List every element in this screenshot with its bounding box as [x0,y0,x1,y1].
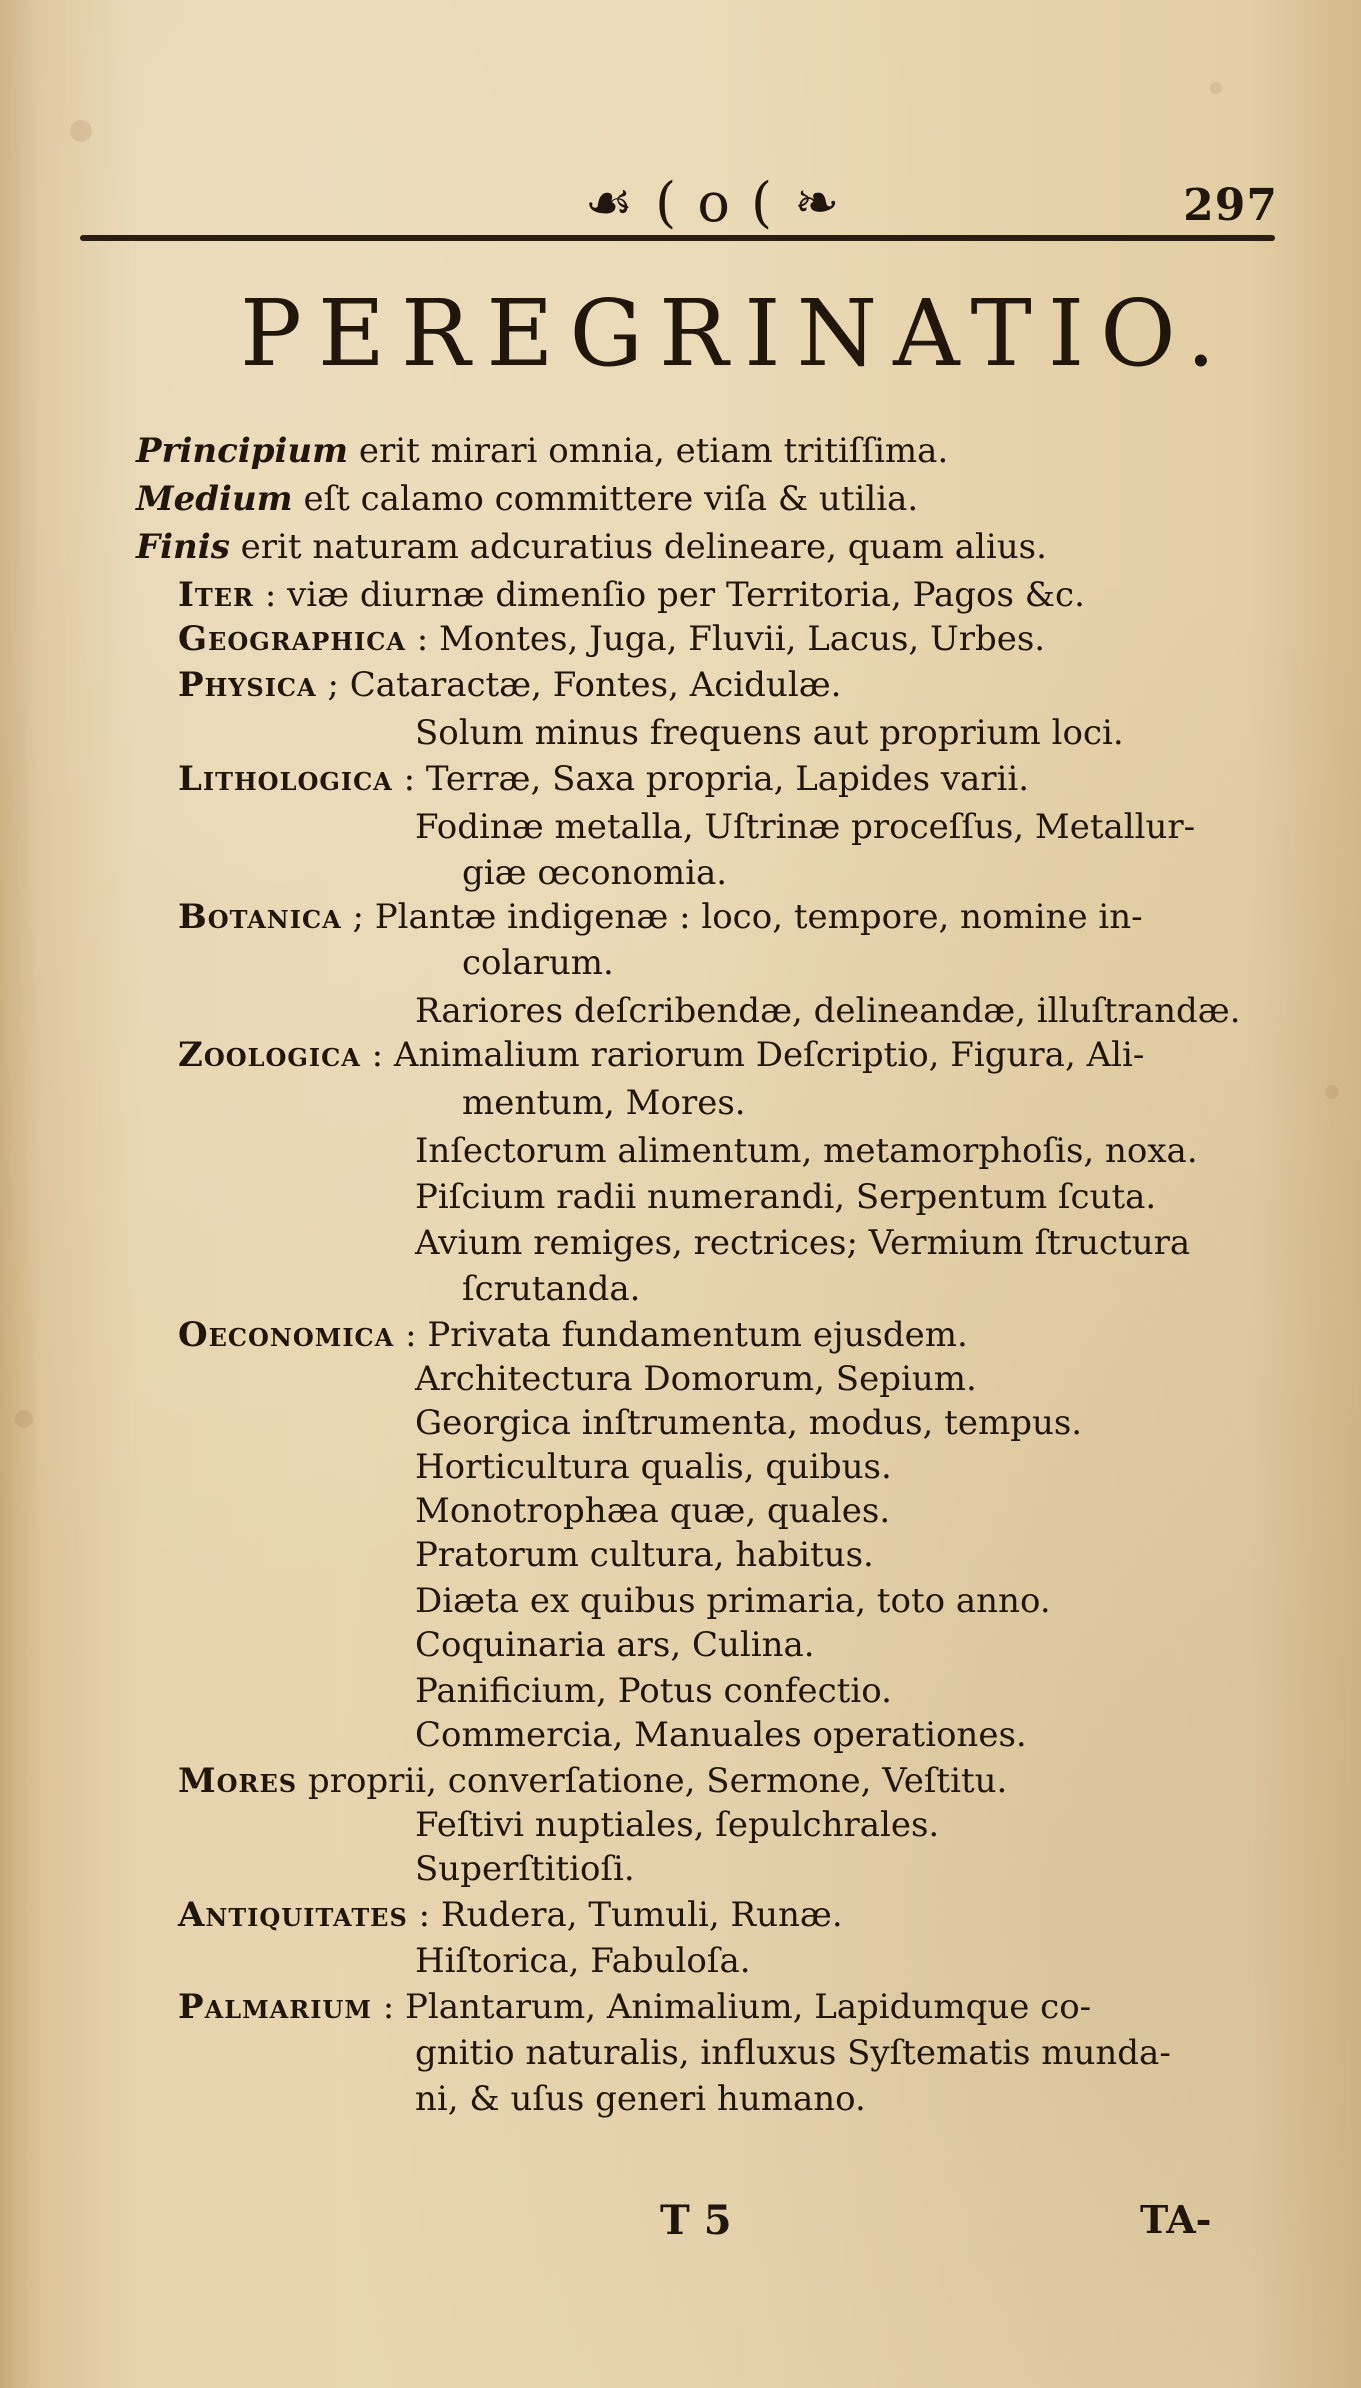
line-text: proprii, converſatione, Sermone, Veſtitu. [297,1761,1008,1801]
text-line [178,1315,968,1355]
line-text: eſt calamo committere viſa & utilia. [292,479,919,519]
line-text: erit naturam adcuratius delineare, quam alius. [229,527,1047,567]
line-head: Principium [136,431,349,471]
signature-mark: T 5 [660,2197,732,2244]
text-line: Hiſtorica, Fabuloſa. [415,1941,751,1981]
running-head [78,168,1278,238]
text-line [178,897,1143,937]
header-ornament [498,168,928,238]
paper-stain [1210,82,1222,94]
paper-stain [1325,1085,1339,1099]
text-line: Commercia, Manuales operationes. [415,1715,1027,1755]
text-line: colarum. [462,943,614,983]
text-line: Feſtivi nuptiales, ſepulchrales. [415,1805,940,1845]
text-line: Coquinaria ars, Culina. [415,1625,815,1665]
text-line [178,575,1085,615]
text-line: mentum, Mores. [462,1083,746,1123]
line-label: Mores [178,1761,298,1801]
text-line [178,759,1030,799]
line-label: Geographica [178,619,406,659]
text-line: Solum minus frequens aut proprium loci. [415,713,1124,753]
page-title: PEREGRINATIO. [240,280,1232,387]
line-label: Lithologica [178,759,393,799]
line-head: Finis [136,527,230,567]
text-line [136,431,949,471]
page-number: 297 [1183,180,1278,231]
text-line [178,1895,843,1935]
line-head: Medium [136,479,293,519]
text-line: Avium remiges, rectrices; Vermium ſtructura [415,1223,1191,1263]
text-line: Horticultura qualis, quibus. [415,1447,892,1487]
header-rule [80,235,1275,241]
text-line: ſcrutanda. [462,1269,641,1309]
line-label: Zoologica [178,1035,361,1075]
paper-stain [70,120,92,142]
text-line: Rariores deſcribendæ, delineandæ, illuſtrandæ. [415,991,1241,1031]
line-text: : Montes, Juga, Fluvii, Lacus, Urbes. [405,619,1046,659]
text-line: Superſtitioſi. [415,1849,635,1889]
line-label: Iter [178,575,255,615]
ornament-center: ( o ( [655,171,775,234]
ornament-left-icon: ☙ [584,171,636,234]
text-line: Piſcium radii numerandi, Serpentum ſcuta. [415,1177,1157,1217]
line-text: erit mirari omnia, etiam tritiſſima. [348,431,949,471]
text-line [178,1987,1092,2027]
ornament-right-icon: ❧ [794,171,842,234]
text-line [178,665,842,705]
text-line: Georgica inſtrumenta, modus, tempus. [415,1403,1083,1443]
text-line: Monotrophæa quæ, quales. [415,1491,891,1531]
text-line: ni, & uſus generi humano. [415,2079,866,2119]
paper-stain [15,1410,33,1428]
text-line: Architectura Domorum, Sepium. [415,1359,977,1399]
line-text: : Terræ, Saxa propria, Lapides varii. [392,759,1030,799]
line-label: Oeconomica [178,1315,395,1355]
text-line: Diæta ex quibus primaria, toto anno. [415,1581,1051,1621]
text-line [178,1761,1008,1801]
line-label: Antiquitates [178,1895,408,1935]
line-text: : Animalium rariorum Deſcriptio, Figura, Ali- [360,1035,1145,1075]
line-label: Botanica [178,897,342,937]
line-text: ; Cataractæ, Fontes, Acidulæ. [316,665,842,705]
text-line: Pratorum cultura, habitus. [415,1535,874,1575]
text-line [136,527,1047,567]
text-line [136,479,919,519]
text-line: Panificium, Potus confectio. [415,1671,892,1711]
line-label: Palmarium [178,1987,372,2027]
text-line [178,1035,1145,1075]
line-label: Physica [178,665,317,705]
text-line: gnitio naturalis, influxus Syſtematis munda- [415,2033,1171,2073]
line-text: : Rudera, Tumuli, Runæ. [407,1895,843,1935]
text-line: giæ œconomia. [462,853,728,893]
line-text: : Plantarum, Animalium, Lapidumque co- [371,1987,1092,2027]
line-text: : Privata fundamentum ejusdem. [394,1315,968,1355]
catchword: TA- [1140,2197,1212,2242]
text-line: Inſectorum alimentum, metamorphoſis, noxa. [415,1131,1198,1171]
text-line: Fodinæ metalla, Uſtrinæ proceſſus, Metallur- [415,807,1196,847]
text-line [178,619,1046,659]
line-text: : viæ diurnæ dimenſio per Territoria, Pagos &c. [254,575,1085,615]
line-text: ; Plantæ indigenæ : loco, tempore, nomine in- [341,897,1143,937]
